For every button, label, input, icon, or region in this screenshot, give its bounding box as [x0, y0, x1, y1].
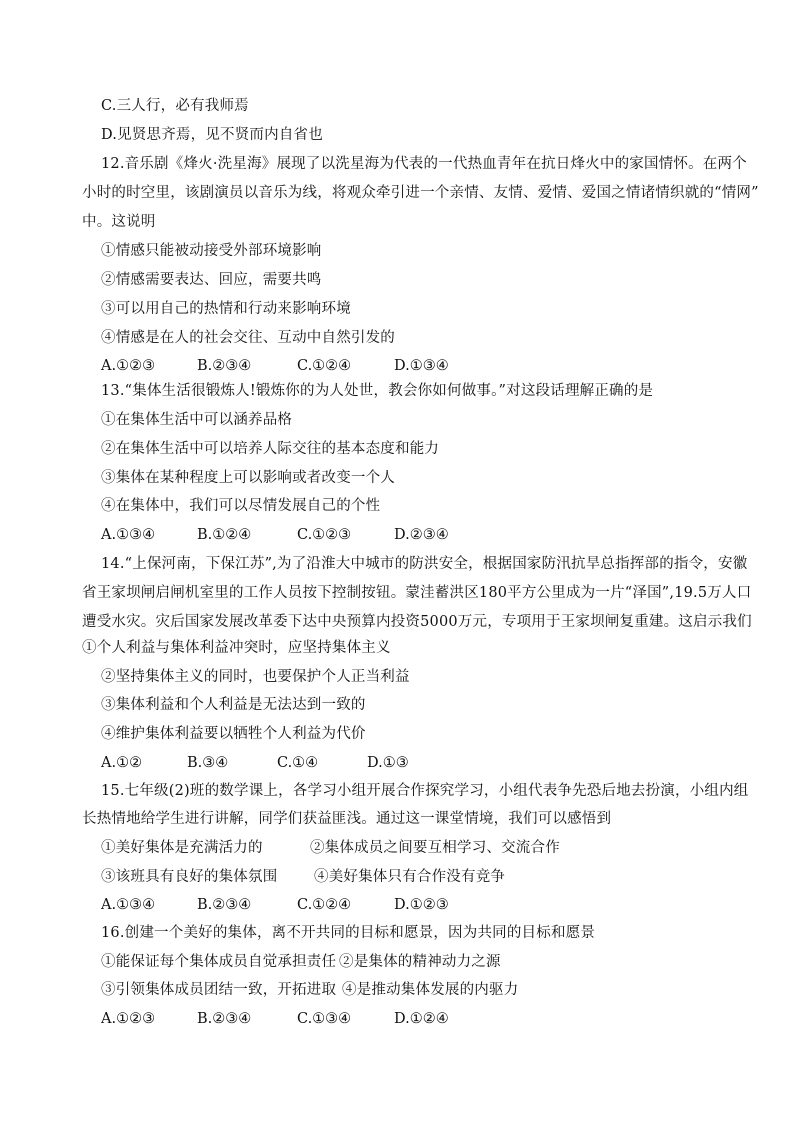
question-13-statement-4: ④在集体中，我们可以尽情发展自己的个性 [101, 498, 381, 514]
question-12-stem-line-1: 12.音乐剧《烽火·洗星海》展现了以洗星海为代表的一代热血青年在抗日烽火中的家国情怀。在两个 [101, 156, 747, 172]
question-13-statement-3: ③集体在某种程度上可以影响或者改变一个人 [101, 470, 395, 486]
answer-choice-d: D.①②③ [394, 897, 449, 913]
question-16-stem: 16.创建一个美好的集体，离不开共同的目标和愿景，因为共同的目标和愿景 [101, 925, 596, 941]
answer-choice-c: C.①④ [277, 755, 319, 771]
question-14-statement-4: ④维护集体利益要以牺牲个人利益为代价 [101, 726, 366, 742]
answer-choice-d: D.①②④ [394, 1011, 449, 1027]
question-15-statement-2: ②集体成员之间要互相学习、交流合作 [310, 840, 560, 856]
question-12-statement-4: ④情感是在人的社会交往、互动中自然引发的 [101, 330, 395, 346]
question-13-statement-1: ①在集体生活中可以涵养品格 [101, 412, 293, 428]
answer-choice-d: D.②③④ [394, 527, 449, 543]
question-16-statement-3: ③引领集体成员团结一致，开拓进取 [101, 982, 337, 998]
question-16-statement-2: ②是集体的精神动力之源 [339, 954, 501, 970]
question-14-statement-1: ①个人利益与集体利益冲突时，应坚持集体主义 [82, 640, 391, 656]
question-12-statement-1: ①情感只能被动接受外部环境影响 [101, 243, 322, 259]
answer-choice-b: B.①②④ [197, 527, 252, 543]
answer-choice-a: A.①②③ [101, 1011, 156, 1027]
question-15-stem-line-2: 长热情地给学生进行讲解，同学们获益匪浅。通过这一课堂情境，我们可以感悟到 [82, 811, 612, 827]
answer-choice-c: C.①②③ [297, 527, 352, 543]
answer-choice-c: C.①②④ [297, 897, 352, 913]
question-16-statement-1: ①能保证每个集体成员自觉承担责任 [101, 954, 337, 970]
question-15-statement-1: ①美好集体是充满活力的 [101, 840, 263, 856]
question-14-stem-line-2: 省王家坝闸启闸机室里的工作人员按下控制按钮。蒙洼蓄洪区180平方公里成为一片“泽国”,19.5万人口 [82, 585, 752, 601]
question-13-stem: 13.“集体生活很锻炼人!锻炼你的为人处世，教会你如何做事。”对这段话理解正确的是 [101, 383, 654, 399]
answer-choice-a: A.①② [101, 755, 143, 771]
answer-choice-b: B.②③④ [197, 1011, 252, 1027]
answer-choice-b: B.③④ [187, 755, 229, 771]
question-15-statement-4: ④美好集体只有合作没有竞争 [314, 869, 506, 885]
question-14-stem-line-1: 14.“上保河南，下保江苏”,为了沿淮大中城市的防洪安全，根据国家防汛抗旱总指挥部的指令，安徽 [101, 556, 748, 572]
answer-choice-a: A.①③④ [101, 897, 156, 913]
answer-choice-a: A.①③④ [101, 527, 156, 543]
answer-choice-c: C.①②④ [297, 358, 352, 374]
answer-choice-a: A.①②③ [101, 358, 156, 374]
answer-choice-d: D.①③ [367, 755, 409, 771]
question-15-stem-line-1: 15.七年级(2)班的数学课上，各学习小组开展合作探究学习，小组代表争先恐后地去扮演，小组内组 [101, 783, 749, 799]
answer-choice-d: D.①③④ [394, 358, 449, 374]
question-15-statement-3: ③该班具有良好的集体氛围 [101, 869, 278, 885]
question-12-statement-3: ③可以用自己的热情和行动来影响环境 [101, 301, 351, 317]
answer-choice-c: C.①③④ [297, 1011, 352, 1027]
question-14-stem-line-3: 遭受水灾。灾后国家发展改革委下达中央预算内投资5000万元，专项用于王家坝闸复重建。这启示我们 [82, 614, 752, 630]
question-16-statement-4: ④是推动集体发展的内驱力 [342, 982, 519, 998]
answer-choice-b: B.②③④ [197, 358, 252, 374]
question-12-stem-line-3: 中。这说明 [82, 214, 156, 230]
question-14-statement-3: ③集体利益和个人利益是无法达到一致的 [101, 697, 366, 713]
question-13-statement-2: ②在集体生活中可以培养人际交往的基本态度和能力 [101, 441, 440, 457]
question-12-stem-line-2: 小时的时空里，该剧演员以音乐为线，将观众牵引进一个亲情、友情、爱情、爱国之情诸情织就的“情网” [82, 185, 759, 201]
question-12-statement-2: ②情感需要表达、回应，需要共鸣 [101, 272, 322, 288]
option-c-q11: C.三人行，必有我师焉 [101, 98, 249, 114]
question-14-statement-2: ②坚持集体主义的同时，也要保护个人正当利益 [101, 669, 410, 685]
answer-choice-b: B.②③④ [197, 897, 252, 913]
option-d-q11: D.见贤思齐焉，见不贤而内自省也 [101, 127, 323, 143]
